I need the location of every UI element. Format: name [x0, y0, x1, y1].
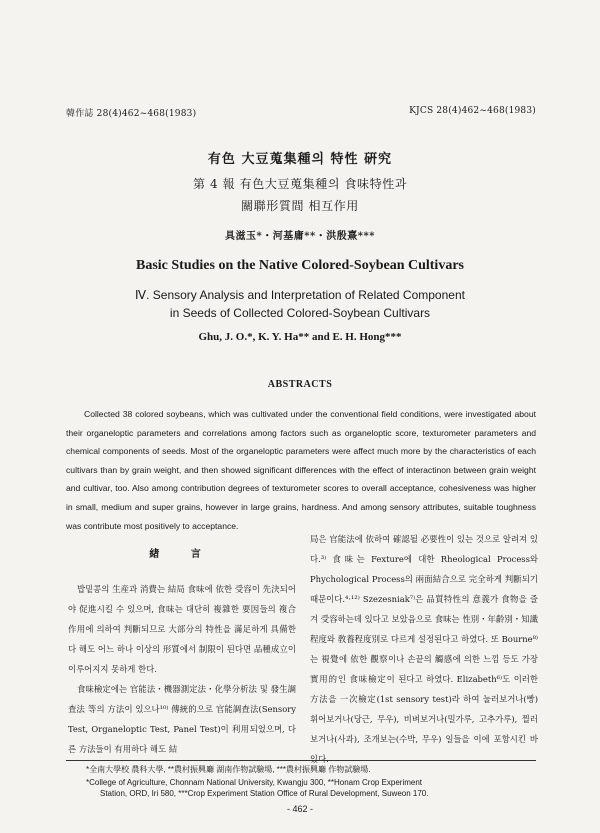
korean-authors: 具滋玉*・河基庸**・洪殷熹***: [225, 231, 375, 242]
footnote-korean: *全南大學校 農科大學, **農村振興廳 湖南作物試驗場, ***農村振興廳 作物試驗場.: [86, 765, 371, 774]
intro-paragraph-continued: 局은 官能法에 依하여 確認될 必要性이 있는 것으로 알려져 있다.³⁾ 食味는 Fexture에 대한 Rheological Process와 Phychological Process의 兩面結合으로 完全하게 判斷되기 때문이다.⁴·¹²⁾ Szezesniak⁷⁾은 品質特性의 意義가 食物을 즐겨 受容하는데 있다고 보았음으로 食味는 性別・年齡別・知識程度와 敎養程度別로 다르게 설정된다고 하였다. 또 Bourne⁸⁾는 視覺에 依한 觀察이나 손끝의 觸感에 의한 느낌 등도 가장 實用的인 食味檢定이 된다고 하였다. Elizabeth⁶⁾도 이러한 方法을 一次檢定(1st sensory test)라 하여 눌러보거나(빵) 휘어보거나(당근, 무우), 비벼보거나(밀가루, 고추가루), 찔러보거나(사과), 조개보는(수박, 무우) 일들을 이에 포함시킨 바 있다.: [310, 534, 538, 764]
english-title: Basic Studies on the Native Colored-Soybean Cultivars: [136, 258, 464, 273]
intro-paragraph-2: 食味檢定에는 官能法・機器測定法・化學分析法 및 發生調査法 等의 方法이 있으나¹⁰⁾ 傳統的으로 官能調査法(Sensory Test, Organeloptic Test, Panel Test)이 利用되었으며, 다른 方法들이 有用하다 해도 結: [68, 684, 296, 754]
footnote-english-line2: Station, ORD, Iri 580, ***Crop Experiment Station Office of Rural Development, Suweon 170.: [100, 789, 429, 798]
body-column-right: [310, 529, 538, 769]
korean-subtitle-line2: 關聯形質間 相互作用: [241, 199, 359, 213]
korean-title: 有色 大豆蒐集種의 特性 硏究: [207, 152, 393, 167]
running-header-right: KJCS 28(4)462~468(1983): [409, 106, 536, 116]
english-authors: Ghu, J. O.*, K. Y. Ha** and E. H. Hong***: [198, 331, 402, 343]
introduction-heading: 緖 言: [149, 549, 215, 560]
english-subtitle-line2: in Seeds of Collected Colored-Soybean Cultivars: [169, 306, 431, 320]
intro-paragraph-1: 밥밑콩의 生産과 消費는 結局 食味에 依한 受容이 先決되어야 促進시킬 수 있으며, 食味는 대단히 複雜한 要因들의 複合作用에 의하여 判斷되므로 大部分의 特性을 滿足하게 具備한다 해도 어느 하나 이상의 形質에서 制限이 된다면 品種成立이 이루어지지 못하게 한다.: [68, 584, 296, 674]
body-column-left: [68, 545, 296, 759]
english-subtitle-line1: Ⅳ. Sensory Analysis and Interpretation of Related Component: [135, 288, 465, 302]
running-header-left: 韓作誌 28(4)462~468(1983): [66, 109, 197, 119]
abstract-text: Collected 38 colored soybeans, which was cultivated under the conventional field conditions, were investigated about their organeloptic parameters and correlations among factors such as organeloptic score, texturometer parameters and chemical components of seeds. Most of the organeloptic parameters were affect much more by the characteristics of each cultivars than by grain weight, and then showed significant differences with the effect of interactinon between grain weight and cultivar, too. Also among contribution degrees of texturometer scores to overall acceptance, cohesiveness was higher in small, medium and super grains, however in large grains, hardness. And among sensory attributes, suitable toughness was contribute most positively to acceptance.: [66, 409, 536, 531]
abstract-heading: ABSTRACTS: [267, 379, 333, 390]
page-number: - 462 -: [286, 804, 313, 814]
korean-subtitle-line1: 第 4 報 有色大豆蒐集種의 食味特性과: [192, 177, 408, 191]
footnote-english-line1: *College of Agriculture, Chonnam National University, Kwangju 300, **Honam Crop Experiment: [86, 778, 423, 787]
footnote-divider: [66, 760, 536, 761]
